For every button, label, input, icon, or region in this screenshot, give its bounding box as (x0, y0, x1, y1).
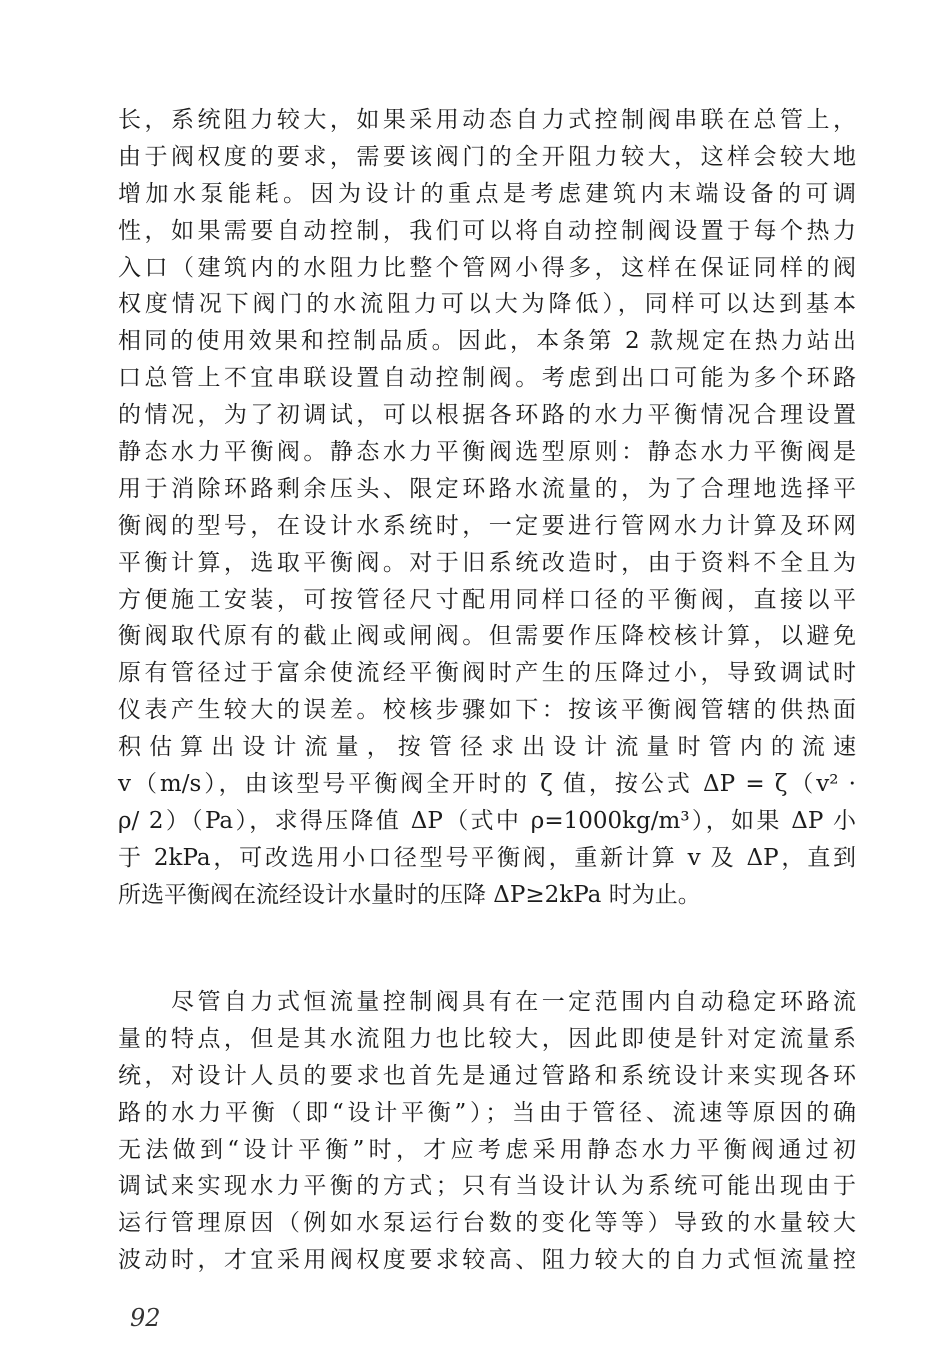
text-line: 增加水泵能耗。因为设计的重点是考虑建筑内末端设备的可调 (118, 180, 856, 207)
text-line: 所选平衡阀在流经设计水量时的压降 ΔP≥2kPa 时为止。 (118, 881, 701, 908)
text-line: 衡阀的型号，在设计水系统时，一定要进行管网水力计算及环网 (118, 512, 856, 539)
paragraph-2 (118, 984, 856, 1279)
paragraph-1 (118, 102, 856, 914)
text-line: ρ/ 2）（Pa），求得压降值 ΔP（式中 ρ=1000kg/m³），如果 ΔP 小 (118, 807, 856, 834)
text-line: 用于消除环路剩余压头、限定环路水流量的，为了合理地选择平 (118, 475, 856, 502)
text-line: 方便施工安装，可按管径尺寸配用同样口径的平衡阀，直接以平 (118, 586, 856, 613)
text-line: 运行管理原因（例如水泵运行台数的变化等等）导致的水量较大 (118, 1210, 856, 1237)
text-line: 相同的使用效果和控制品质。因此，本条第 2 款规定在热力站出 (118, 328, 856, 355)
text-line: 平衡计算，选取平衡阀。对于旧系统改造时，由于资料不全且为 (118, 549, 856, 576)
text-line: 衡阀取代原有的截止阀或闸阀。但需要作压降校核计算，以避免 (118, 623, 856, 650)
page-number: 92 (130, 1304, 161, 1332)
text-line: 由于阀权度的要求，需要该阀门的全开阻力较大，这样会较大地 (118, 143, 856, 170)
text-line: 性，如果需要自动控制，我们可以将自动控制阀设置于每个热力 (118, 217, 856, 244)
text-line: 波动时，才宜采用阀权度要求较高、阻力较大的自力式恒流量控 (118, 1247, 856, 1274)
text-line: 积估算出设计流量，按管径求出设计流量时管内的流速 (118, 734, 856, 761)
text-line: 调试来实现水力平衡的方式；只有当设计认为系统可能出现由于 (118, 1173, 856, 1200)
text-line: 静态水力平衡阀。静态水力平衡阀选型原则：静态水力平衡阀是 (118, 439, 856, 466)
text-line: 权度情况下阀门的水流阻力可以大为降低），同样可以达到基本 (118, 291, 856, 318)
text-line: 量的特点，但是其水流阻力也比较大，因此即使是针对定流量系 (118, 1025, 856, 1052)
text-line: v（m/s），由该型号平衡阀全开时的 ζ 值，按公式 ΔP = ζ（v² · (118, 771, 856, 798)
text-line: 路的水力平衡（即“设计平衡”）；当由于管径、流速等原因的确 (118, 1099, 856, 1126)
text-line: 无法做到“设计平衡”时，才应考虑采用静态水力平衡阀通过初 (118, 1136, 856, 1163)
text-line: 长，系统阻力较大，如果采用动态自力式控制阀串联在总管上， (118, 107, 856, 133)
text-line: 于 2kPa，可改选用小口径型号平衡阀，重新计算 v 及 ΔP，直到 (118, 844, 856, 871)
text-line: 口总管上不宜串联设置自动控制阀。考虑到出口可能为多个环路 (118, 365, 856, 392)
text-line: 入口（建筑内的水阻力比整个管网小得多，这样在保证同样的阀 (118, 254, 856, 281)
text-line: 尽管自力式恒流量控制阀具有在一定范围内自动稳定环路流 (118, 989, 856, 1015)
text-line: 仪表产生较大的误差。校核步骤如下：按该平衡阀管辖的供热面 (118, 697, 856, 724)
text-line: 原有管径过于富余使流经平衡阀时产生的压降过小，导致调试时 (118, 660, 856, 687)
text-line: 的情况，为了初调试，可以根据各环路的水力平衡情况合理设置 (118, 402, 856, 429)
text-line: 统，对设计人员的要求也首先是通过管路和系统设计来实现各环 (118, 1062, 856, 1089)
